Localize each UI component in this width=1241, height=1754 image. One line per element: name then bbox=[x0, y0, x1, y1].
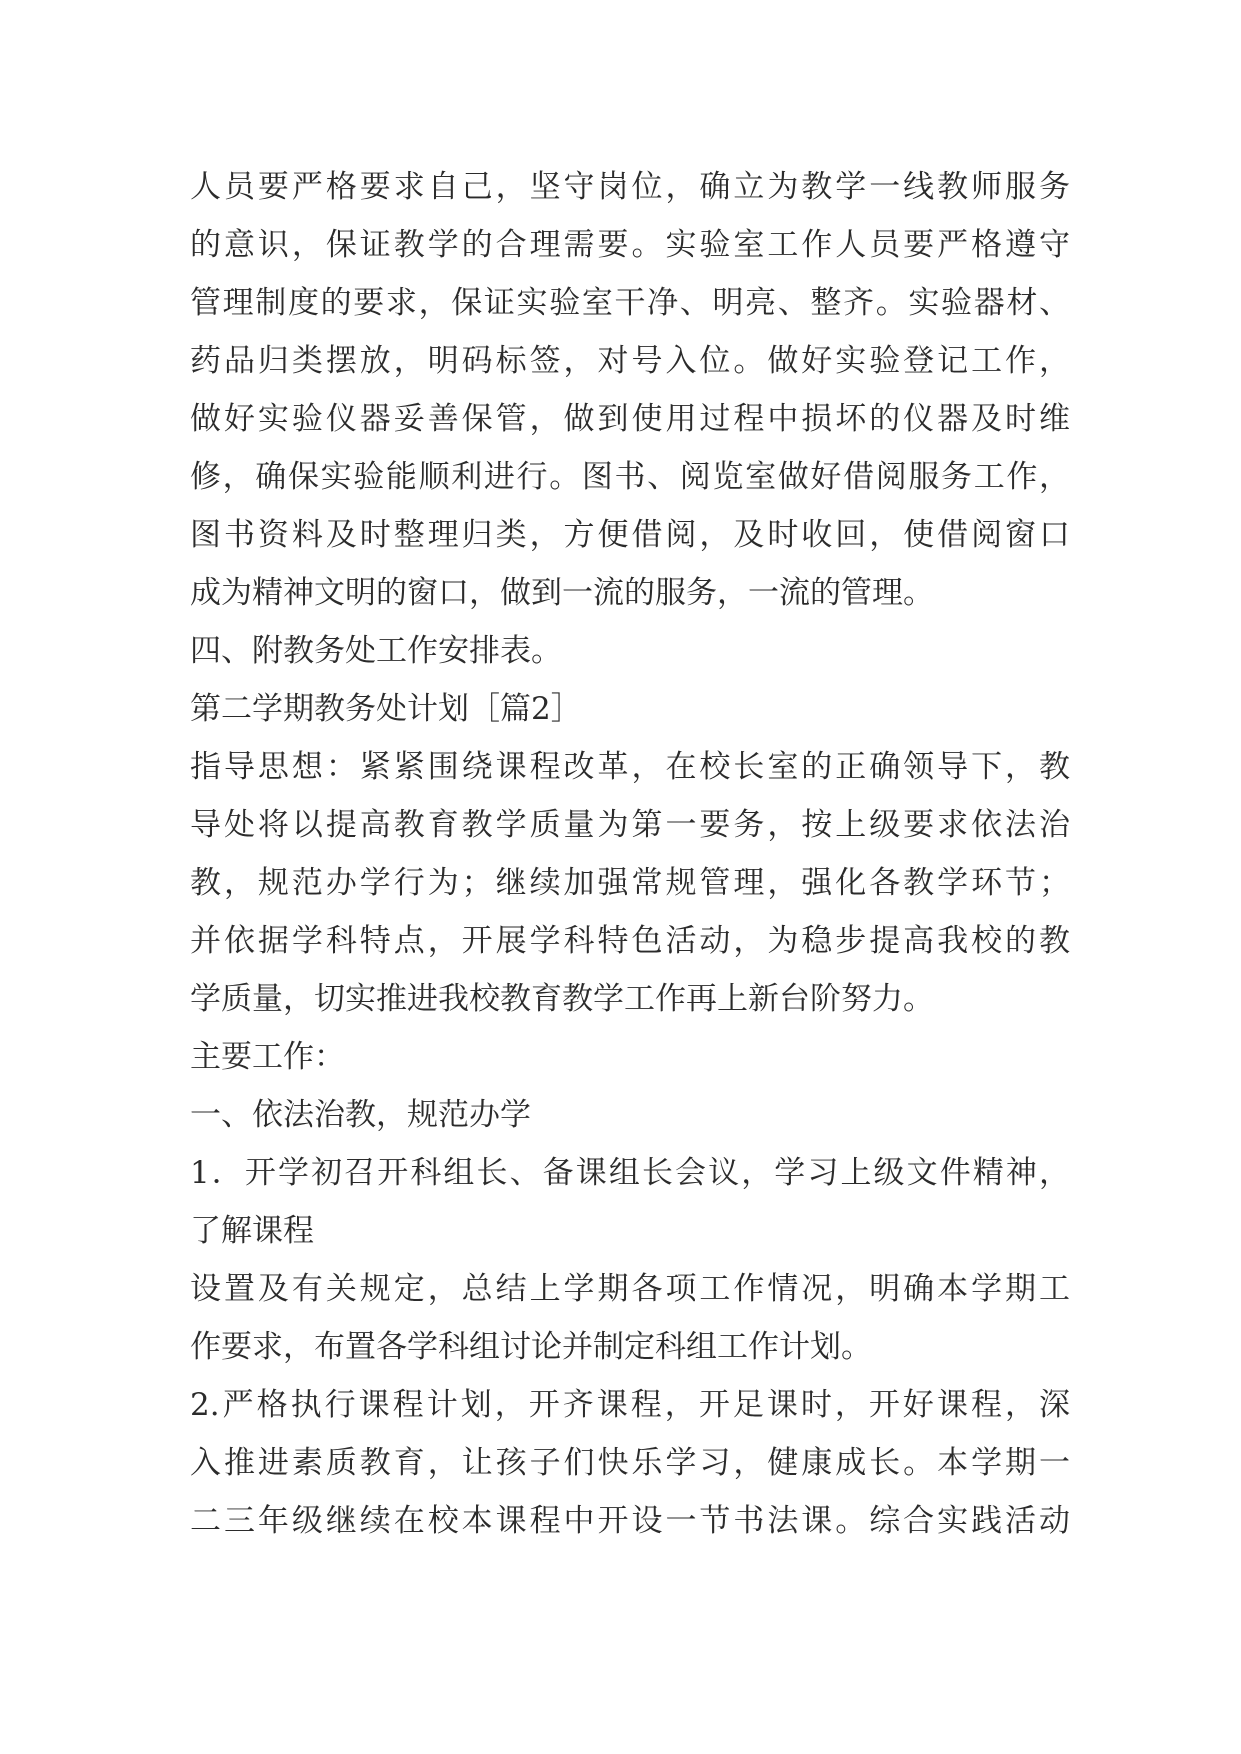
text-line: 指导思想：紧紧围绕课程改革，在校长室的正确领导下，教 bbox=[190, 749, 1070, 785]
text-line: 1．开学初召开科组长、备课组长会议，学习上级文件精神， bbox=[190, 1155, 1070, 1191]
section-heading: 第二学期教务处计划［篇2］ bbox=[190, 691, 582, 727]
text-line: 学质量，切实推进我校教育教学工作再上新台阶努力。 bbox=[190, 981, 934, 1017]
text-line: 的意识，保证教学的合理需要。实验室工作人员要严格遵守 bbox=[190, 227, 1070, 263]
text-line: 四、附教务处工作安排表。 bbox=[190, 633, 562, 669]
text-line: 设置及有关规定，总结上学期各项工作情况，明确本学期工 bbox=[190, 1271, 1070, 1307]
document-body bbox=[190, 158, 1070, 1550]
text-line: 一、依法治教，规范办学 bbox=[190, 1097, 531, 1133]
text-line: 成为精神文明的窗口，做到一流的服务，一流的管理。 bbox=[190, 575, 934, 611]
text-line: 作要求，布置各学科组讨论并制定科组工作计划。 bbox=[190, 1329, 872, 1365]
text-line: 了解课程 bbox=[190, 1213, 314, 1249]
text-line: 修，确保实验能顺利进行。图书、阅览室做好借阅服务工作， bbox=[190, 459, 1070, 495]
text-line: 人员要严格要求自己，坚守岗位，确立为教学一线教师服务 bbox=[190, 169, 1070, 205]
text-line: 2.严格执行课程计划，开齐课程，开足课时，开好课程，深 bbox=[190, 1387, 1070, 1423]
text-line: 图书资料及时整理归类，方便借阅，及时收回，使借阅窗口 bbox=[190, 517, 1070, 553]
text-line: 药品归类摆放，明码标签，对号入位。做好实验登记工作， bbox=[190, 343, 1070, 379]
text-line: 导处将以提高教育教学质量为第一要务，按上级要求依法治 bbox=[190, 807, 1070, 843]
text-line: 教，规范办学行为；继续加强常规管理，强化各教学环节； bbox=[190, 865, 1070, 901]
text-line: 并依据学科特点，开展学科特色活动，为稳步提高我校的教 bbox=[190, 923, 1070, 959]
text-line: 入推进素质教育，让孩子们快乐学习，健康成长。本学期一 bbox=[190, 1445, 1070, 1481]
text-line: 主要工作： bbox=[190, 1039, 345, 1075]
text-line: 管理制度的要求，保证实验室干净、明亮、整齐。实验器材、 bbox=[190, 285, 1070, 321]
text-line: 二三年级继续在校本课程中开设一节书法课。综合实践活动 bbox=[190, 1503, 1070, 1539]
text-line: 做好实验仪器妥善保管，做到使用过程中损坏的仪器及时维 bbox=[190, 401, 1070, 437]
